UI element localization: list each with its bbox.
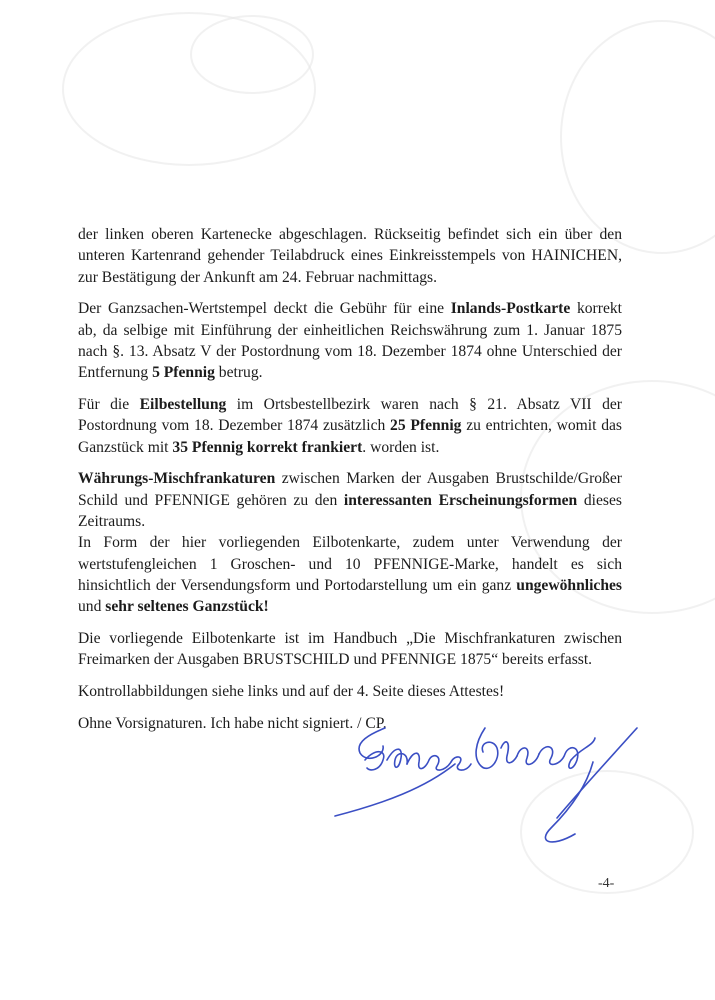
text-segment: Für die bbox=[78, 396, 140, 414]
text-segment: betrug. bbox=[214, 364, 263, 382]
page-number: -4- bbox=[598, 876, 615, 891]
body-paragraph bbox=[78, 394, 622, 458]
body-paragraph bbox=[78, 532, 622, 617]
bold-text-segment: Währungs-Mischfrankaturen bbox=[78, 470, 276, 488]
text-segment: und bbox=[78, 598, 106, 616]
bold-text-segment: 5 Pfennig bbox=[152, 364, 215, 382]
bold-text-segment: 25 Pfennig bbox=[390, 417, 462, 435]
text-segment: Die vorliegende Eilbotenkarte ist im Handbuch „Die Mischfrankaturen zwischen Freimarken der Ausgaben BRUSTSCHILD und PFENNIGE 1875“ bereits erfasst. bbox=[78, 630, 622, 669]
text-segment: korrekt ab, da selbige mit Einführung der einheitlichen Reichswährung zum 1. Januar 1875 nach §. 13. Absatz V der Postordnung vom 18. Dezember 1874 ohne Unterschied der Entfernung bbox=[78, 300, 622, 382]
embossed-seal-watermark bbox=[560, 20, 715, 254]
bold-text-segment: Inlands-Postkarte bbox=[450, 300, 571, 318]
embossed-seal-watermark bbox=[62, 12, 316, 166]
text-segment: Kontrollabbildungen siehe links und auf der 4. Seite dieses Attestes! bbox=[78, 683, 505, 701]
embossed-seal-watermark bbox=[190, 15, 314, 94]
text-segment: Der Ganzsachen-Wertstempel deckt die Gebühr für eine bbox=[78, 300, 451, 318]
text-segment: dieses Zeitraums. bbox=[78, 491, 622, 531]
text-segment: zwischen Marken der Ausgaben Brustschilde/Großer Schild und PFENNIGE gehören zu den bbox=[78, 470, 622, 509]
body-paragraph bbox=[78, 468, 622, 532]
text-segment: der linken oberen Kartenecke abgeschlagen. Rückseitig befindet sich ein über den unteren Kartenrand gehender Teilabdruck eines Einkreisstempels von HAINICHEN, zur Bestätigung der Ankunft am 24. Februar nachmittags. bbox=[78, 226, 622, 286]
text-segment: In Form der hier vorliegenden Eilbotenkarte, zudem unter Verwendung der wertstufengleichen 1 Groschen- und 10 PFENNIGE-Marke, handelt es sich hinsichtlich der Versendungsform und Portodarstellung um ein ganz bbox=[78, 534, 622, 594]
text-segment: Ohne Vorsignaturen. Ich habe nicht signiert. / CP. bbox=[78, 714, 387, 732]
text-segment: im Ortsbestellbezirk waren nach § 21. Absatz VII der Postordnung vom 18. Dezember 1874 zusätzlich bbox=[78, 396, 622, 435]
certificate-body-text bbox=[78, 224, 622, 745]
body-paragraph bbox=[78, 224, 622, 288]
bold-text-segment: interessanten Erscheinungsformen bbox=[343, 491, 578, 509]
bold-text-segment: ungewöhnliches bbox=[516, 576, 622, 594]
bold-text-segment: sehr seltenes Ganzstück! bbox=[105, 598, 269, 616]
bold-text-segment: Eilbestellung bbox=[139, 396, 227, 414]
body-paragraph bbox=[78, 628, 622, 671]
bold-text-segment: 35 Pfennig korrekt frankiert bbox=[172, 438, 363, 456]
handwritten-signature bbox=[325, 698, 640, 868]
text-segment: zu entrichten, womit das Ganzstück mit bbox=[78, 417, 622, 456]
text-segment: . worden ist. bbox=[362, 438, 440, 456]
body-paragraph bbox=[78, 298, 622, 383]
